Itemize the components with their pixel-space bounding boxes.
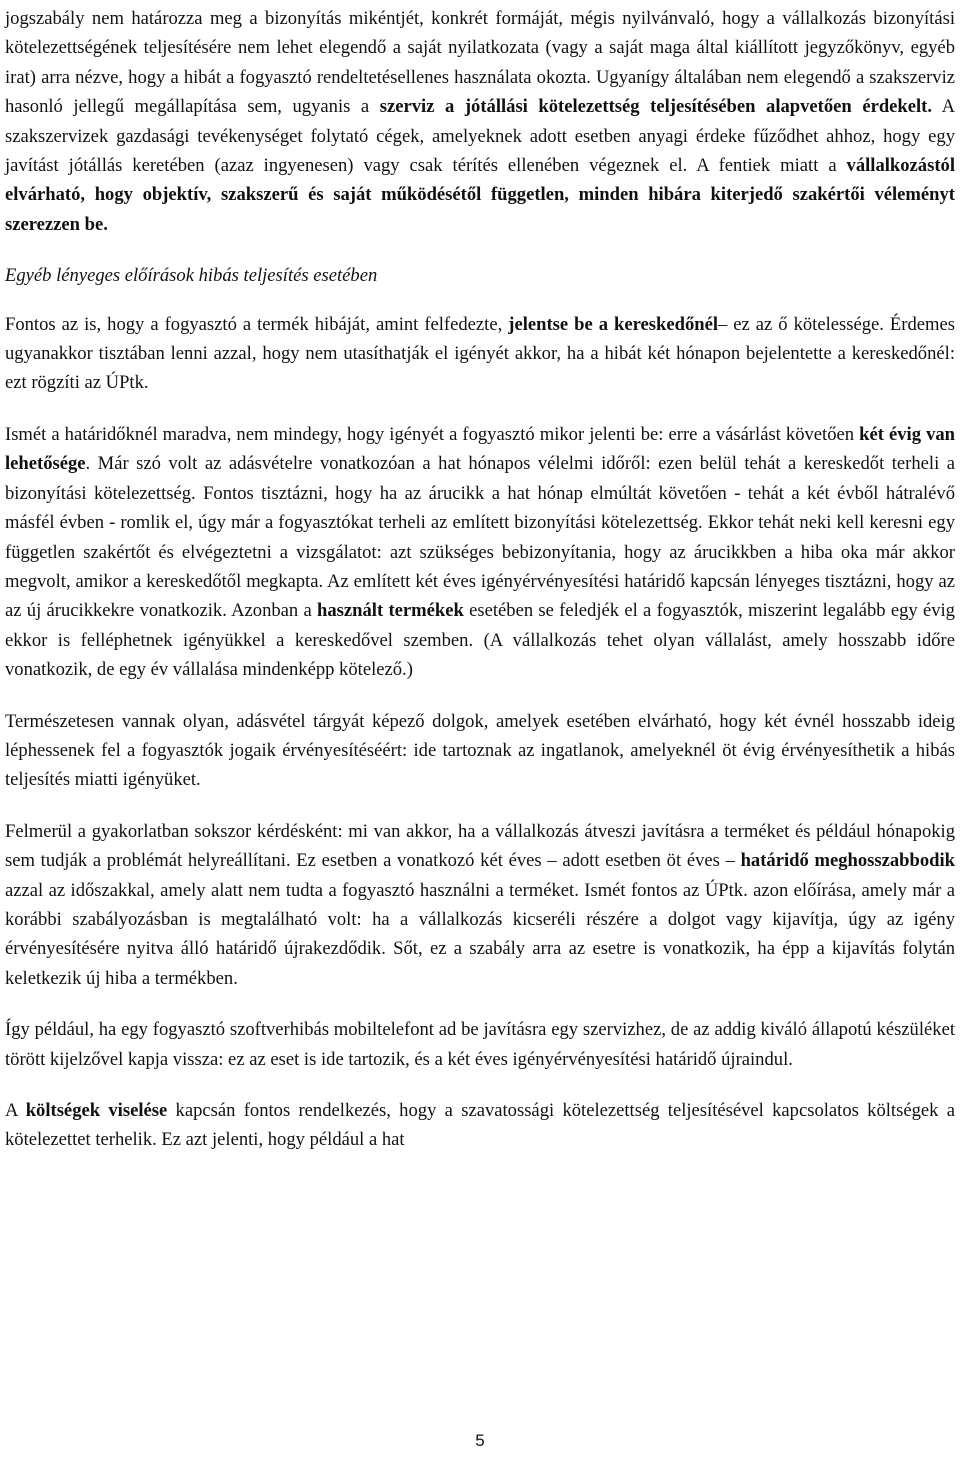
emphasis-used-products: használt termékek — [317, 600, 464, 622]
section-heading: Egyéb lényeges előírások hibás teljesítés esetében — [5, 265, 378, 287]
emphasis-deadline-extended: határidő meghosszabbodik — [740, 850, 955, 872]
page-number: 5 — [475, 1431, 485, 1450]
paragraph-repair-extension: Felmerül a gyakorlatban sokszor kérdésként: mi van akkor, ha a vállalkozás átveszi javításra a terméket és például hónapokig sem tudják a problémát helyreállítani. Ez esetben a vonatkozó két éves – adott esetben öt éves – határidő meghosszabbodik azzal az időszakkal, amely alatt nem tudta a fogyasztó használni a terméket. Ismét fontos az ÚPtk. azon előírása, amely már a korábbi szabályozásban is megtalálható volt: ha a vállalkozás kicseréli részére a dolgot vagy kijavítja, úgy az igény érvényesítésére nyitva álló határidő újrakezdődik. Sőt, ez a szabály arra az esetre is vonatkozik, ha épp a kijavítás folytán keletkezik új hiba a termékben. — [5, 820, 955, 989]
paragraph-example: Így például, ha egy fogyasztó szoftverhibás mobiltelefont ad be javításra egy szervizhez, de az addig kiváló állapotú készüléket törött kijelzővel kapja vissza: ez az eset is ide tartozik, és a két éves igényérvényesítési határidő újraindul. — [5, 1019, 955, 1070]
emphasis-two-years: két évig van lehetősége — [5, 423, 955, 475]
paragraph-deadlines: Ismét a határidőknél maradva, nem mindegy, hogy igényét a fogyasztó mikor jelenti be: erre a vásárlást követően két évig van lehetősége. Már szó volt az adásvételre vonatkozóan a hat hónapos vélelmi időről: ezen belül tehát a kereskedőt terheli a bizonyítási kötelezettség. Fontos tisztázni, hogy ha az árucikk a hat hónap elmúltát követően - tehát a két évből hátralévő másfél évben - romlik el, úgy már a fogyasztókat terheli az említett bizonyítási kötelezettség. Ekkor tehát neki kell keresni egy független szakértőt és elvégeztetni a vizsgálatot: azt szükséges bebizonyítania, hogy az árucikkben a hiba oka már akkor megvolt, amikor a kereskedőtől megkapta. Az említett két éves igényérvényesítési határidő kapcsán lényeges tisztázni, hogy az az új árucikkekre vonatkozik. Azonban a használt termékek esetében se feledjék el a fogyasztók, miszerint legalább egy évig ekkor is felléphetnek igényükkel a kereskedővel szemben. (A vállalkozás tehet olyan vállalást, amely hosszabb időre vonatkozik, de egy év vállalása mindenképp kötelező.) — [5, 423, 955, 681]
emphasis-expert-opinion: vállalkozástól elvárható, hogy objektív, szakszerű és saját működésétől független, minden hibára kiterjedő szakértői véleményt szerezzen be. — [5, 155, 955, 235]
emphasis-report-to-merchant: jelentse be a kereskedőnél — [508, 313, 718, 335]
paragraph-burden-of-proof: jogszabály nem határozza meg a bizonyítás mikéntjét, konkrét formáját, mégis nyilvánvaló, hogy a vállalkozás bizonyítási kötelezettségének teljesítésére nem lehet elegendő a saját nyilatkozata (vagy a saját maga által kiállított jegyzőkönyv, egyéb irat) arra nézve, hogy a hibát a fogyasztó rendeltetésellenes használata okozta. Ugyanígy általában nem elegendő a szakszerviz hasonló jellegű megállapítása sem, ugyanis a szerviz a jótállási kötelezettség teljesítésében alapvetően érdekelt. A szakszervizek gazdasági tevékenységet folytató cégek, amelyeknek adott esetben anyagi érdeke fűződhet ahhoz, hogy egy javítást jótállás keretében (azaz ingyenesen) vagy csak térítés ellenében végeznek el. A fentiek miatt a vállalkozástól elvárható, hogy objektív, szakszerű és saját működésétől független, minden hibára kiterjedő szakértői véleményt szerezzen be. — [5, 8, 955, 235]
paragraph-costs: A költségek viselése kapcsán fontos rendelkezés, hogy a szavatossági kötelezettség teljesítésével kapcsolatos költségek a kötelezettet terhelik. Ez azt jelenti, hogy például a hat — [5, 1100, 955, 1151]
emphasis-service-interest: szerviz a jótállási kötelezettség teljesítésében alapvetően érdekelt. — [379, 96, 933, 118]
paragraph-report-defect: Fontos az is, hogy a fogyasztó a termék hibáját, amint felfedezte, jelentse be a kereskedőnél– ez az ő kötelessége. Érdemes ugyanakkor tisztában lenni azzal, hogy nem utasíthatják el igényét akkor, ha a hibát két hónapon bejelentette a kereskedőnél: ezt rögzíti az ÚPtk. — [5, 313, 955, 394]
paragraph-real-estate: Természetesen vannak olyan, adásvétel tárgyát képező dolgok, amelyek esetében elvárható, hogy két évnél hosszabb ideig léphessenek fel a fogyasztók jogaik érvényesítéséért: ide tartoznak az ingatlanok, amelyeknél öt évig érvényesíthetik a hibás teljesítés miatti igényüket. — [5, 710, 955, 791]
emphasis-costs: költségek viselése — [25, 1100, 168, 1121]
document-body — [5, 4, 955, 1155]
